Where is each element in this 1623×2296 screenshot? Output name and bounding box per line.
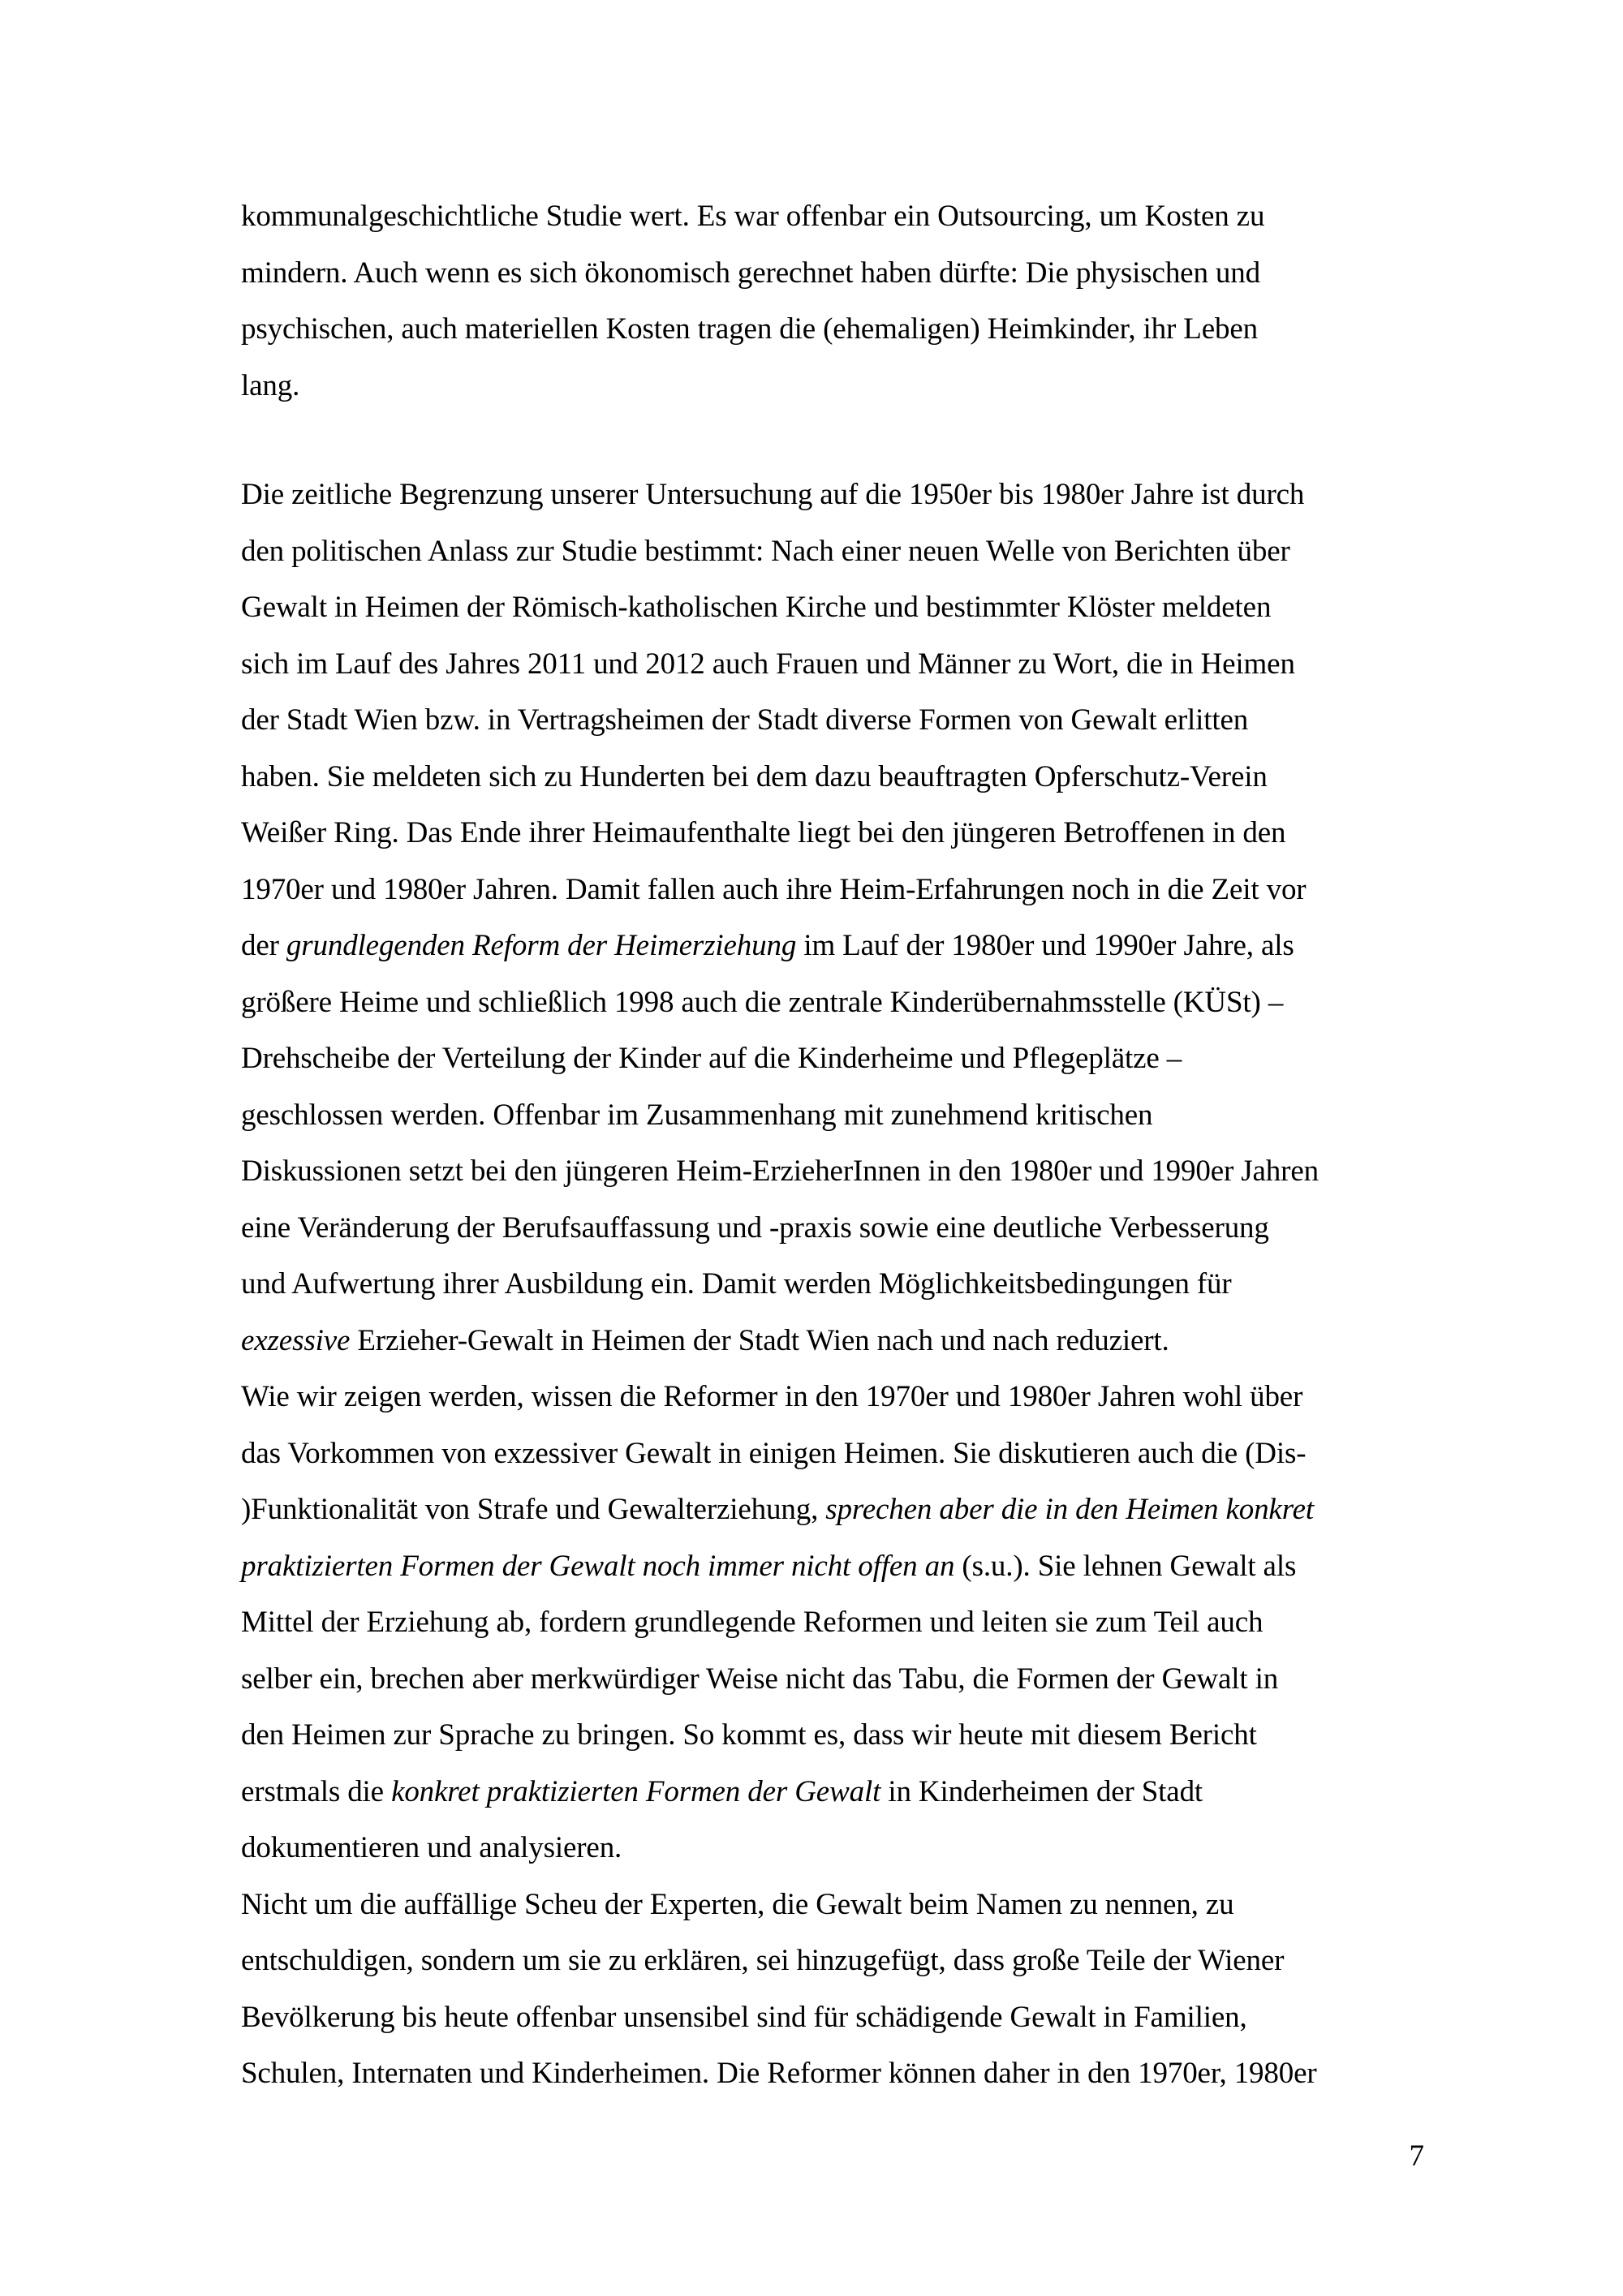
text-run: dokumentieren und analysieren. [241,1831,622,1864]
text-run: selber ein, brechen aber merkwürdiger Weise nicht das Tabu, die Formen der Gewalt in [241,1662,1279,1696]
text-line [241,1143,1442,1200]
text-line [241,358,1442,415]
text-run: Schulen, Internaten und Kinderheimen. Die Reformer können daher in den 1970er, 1980er [241,2057,1317,2090]
text-line [241,1820,1442,1877]
text-line [241,1594,1442,1651]
text-line [241,1707,1442,1764]
text-line [241,862,1442,918]
text-run: der Stadt Wien bzw. in Vertragsheimen der Stadt diverse Formen von Gewalt erlitten [241,703,1249,737]
text-run: und Aufwertung ihrer Ausbildung ein. Damit werden Möglichkeitsbedingungen für [241,1267,1232,1301]
text-run: der [241,929,286,962]
text-line [241,1087,1442,1144]
text-line [241,974,1442,1031]
main-text-section [241,467,1442,2102]
text-run: Erzieher-Gewalt in Heimen der Stadt Wien nach und nach reduziert. [350,1323,1169,1357]
italic-text-run: sprechen aber die in den Heimen konkret [825,1493,1314,1526]
text-run: den Heimen zur Sprache zu bringen. So kommt es, dass wir heute mit diesem Bericht [241,1718,1257,1752]
text-run: entschuldigen, sondern um sie zu erklären, sei hinzugefügt, dass große Teile der Wiener [241,1944,1285,1977]
italic-text-run: grundlegenden Reform der Heimerziehung [286,929,797,962]
text-line [241,805,1442,862]
text-run: eine Veränderung der Berufsauffassung und -praxis sowie eine deutliche Verbesserung [241,1210,1269,1245]
text-run: den politischen Anlass zur Studie bestimmt: Nach einer neuen Welle von Berichten über [241,534,1290,568]
text-run: Die zeitliche Begrenzung unserer Untersuchung auf die 1950er bis 1980er Jahre ist durch [241,478,1305,511]
text-run: erstmals die [241,1774,392,1808]
text-line [241,579,1442,636]
text-line [241,1425,1442,1482]
text-line [241,1369,1442,1425]
text-run: Wie wir zeigen werden, wissen die Reformer in den 1970er und 1980er Jahren wohl über [241,1380,1303,1413]
text-line [241,2045,1442,2102]
text-run: mindern. Auch wenn es sich ökonomisch gerechnet haben dürfte: Die physischen und [241,256,1260,290]
text-line [241,1764,1442,1821]
text-run: Drehscheibe der Verteilung der Kinder auf die Kinderheime und Pflegeplätze – [241,1042,1182,1075]
text-line [241,1651,1442,1708]
italic-text-run: exzessive [241,1323,351,1357]
text-run: sich im Lauf des Jahres 2011 und 2012 auch Frauen und Männer zu Wort, die in Heimen [241,647,1295,681]
text-line [241,692,1442,749]
text-run: das Vorkommen von exzessiver Gewalt in einigen Heimen. Sie diskutieren auch die (Dis- [241,1436,1307,1470]
text-line [241,188,1442,245]
text-line [241,1933,1442,1989]
text-run: lang. [241,368,300,402]
text-line [241,1877,1442,1933]
page-number: 7 [1409,2139,1424,2173]
text-run: Diskussionen setzt bei den jüngeren Heim-ErzieherInnen in den 1980er und 1990er Jahren [241,1154,1319,1188]
text-line [241,523,1442,580]
text-run: (s.u.). Sie lehnen Gewalt als [954,1549,1297,1583]
text-run: )Funktionalität von Strafe und Gewalterziehung, [241,1493,826,1526]
text-line [241,1313,1442,1369]
text-run: Bevölkerung bis heute offenbar unsensibel sind für schädigende Gewalt in Familien, [241,2000,1247,2034]
text-line [241,1538,1442,1595]
text-line [241,749,1442,806]
text-line [241,1256,1442,1313]
text-run: geschlossen werden. Offenbar im Zusammenhang mit zunehmend kritischen [241,1098,1153,1132]
text-run: Mittel der Erziehung ab, fordern grundlegende Reformen und leiten sie zum Teil auch [241,1606,1264,1639]
text-line [241,1030,1442,1087]
text-line [241,918,1442,974]
text-run: psychischen, auch materiellen Kosten tragen die (ehemaligen) Heimkinder, ihr Leben [241,312,1258,346]
text-run: haben. Sie meldeten sich zu Hunderten bei dem dazu beauftragten Opferschutz-Verein [241,759,1268,793]
text-run: kommunalgeschichtliche Studie wert. Es war offenbar ein Outsourcing, um Kosten zu [241,200,1265,233]
text-run: in Kinderheimen der Stadt [880,1774,1203,1808]
text-line [241,467,1442,523]
text-run: im Lauf der 1980er und 1990er Jahre, als [796,929,1294,962]
text-line [241,1200,1442,1257]
paragraph-continuation [241,188,1442,414]
text-run: Weißer Ring. Das Ende ihrer Heimaufenthalte liegt bei den jüngeren Betroffenen in den [241,816,1286,849]
text-run: Nicht um die auffällige Scheu der Experten, die Gewalt beim Namen zu nennen, zu [241,1887,1234,1921]
text-run: 1970er und 1980er Jahren. Damit fallen auch ihre Heim-Erfahrungen noch in die Zeit vor [241,872,1307,906]
text-run: größere Heime und schließlich 1998 auch die zentrale Kinderübernahmsstelle (KÜSt) – [241,985,1284,1019]
italic-text-run: praktizierten Formen der Gewalt noch immer nicht offen an [241,1549,955,1583]
text-run: Gewalt in Heimen der Römisch-katholischen Kirche und bestimmter Klöster meldeten [241,591,1272,624]
text-line [241,301,1442,358]
text-line [241,245,1442,302]
italic-text-run: konkret praktizierten Formen der Gewalt [391,1774,881,1808]
text-line [241,1481,1442,1538]
text-line [241,636,1442,693]
text-line [241,1989,1442,2046]
